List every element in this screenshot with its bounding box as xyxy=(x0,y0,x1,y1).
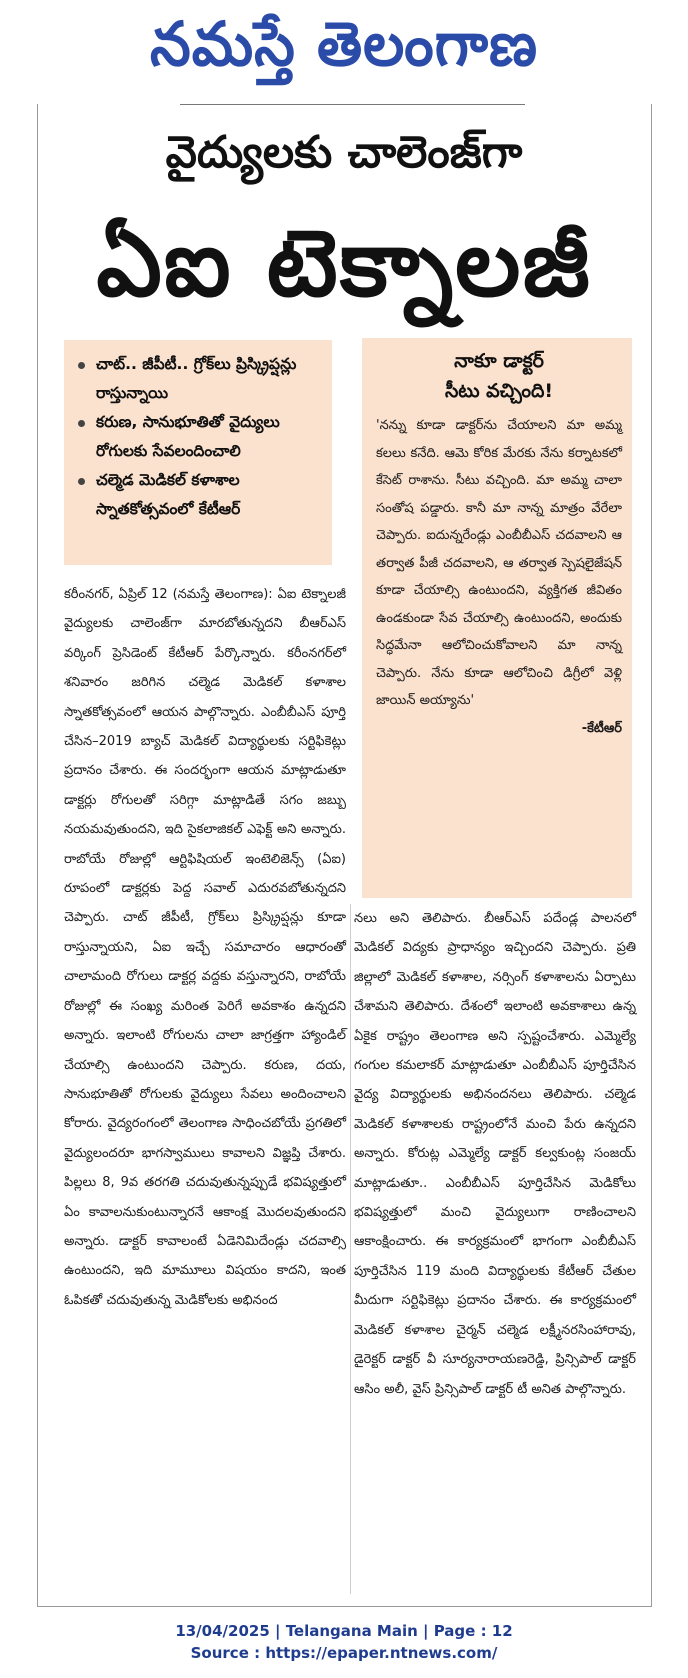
footer xyxy=(0,1620,688,1664)
article-body-right: నలు అని తెలిపారు. బీఆర్‌ఎస్ పదేండ్ల పాలనలో మెడికల్ విద్యకు ప్రాధాన్యం ఇచ్చిందని చెప్పారు. ప్రతి జిల్లాలో మెడికల్ కళాశాల, నర్సింగ్ కళాశాలను ఏర్పాటు చేశామని తెలిపారు. దేశంలో ఇలాంటి అవకాశాలు ఉన్న ఏకైక రాష్ట్రం తెలంగాణ అని స్పష్టంచేశారు. ఎమ్మెల్యే గంగుల కమలాకర్ మాట్లాడుతూ ఎంబీబీఎస్ పూర్తిచేసిన వైద్య విద్యార్థులకు అభినందనలు తెలిపారు. చల్మెడ మెడికల్ కళాశాలకు రాష్ట్రంలోనే మంచి పేరు ఉన్నదని అన్నారు. కోరుట్ల ఎమ్మెల్యే డాక్టర్ కల్వకుంట్ల సంజయ్ మాట్లాడుతూ.. ఎంబీబీఎస్ పూర్తిచేసిన మెడికోలు భవిష్యత్తులో మంచి వైద్యులుగా రాణించాలని ఆకాంక్షించారు. ఈ కార్యక్రమంలో భాగంగా ఎంబీబీఎస్ పూర్తిచేసిన 119 మంది విద్యార్థులకు కేటీఆర్ చేతుల మీదుగా సర్టిఫికెట్లు ప్రదానం చేశారు. ఈ కార్యక్రమంలో మెడికల్ కళాశాల చైర్మన్ చల్మెడ లక్ష్మీనరసింహారావు, డైరెక్టర్ డాక్టర్ వీ సూర్యనారాయణరెడ్డి, ప్రిన్సిపాల్ డాక్టర్ ఆసిం అలీ, వైస్ ప్రిన్సిపాల్ డాక్టర్ టీ అనిత పాల్గొన్నారు. xyxy=(354,911,636,1397)
article-headline: ఏఐ టెక్నాలజీ xyxy=(96,210,592,317)
sidebar-box xyxy=(362,338,632,898)
divider xyxy=(180,104,525,105)
article-kicker: వైద్యులకు చాలెంజ్‌గా xyxy=(165,127,523,178)
highlight-item: చల్మెడ మెడికల్ కళాశాల స్నాతకోత్సవంలో కేటీఆర్ xyxy=(74,466,322,524)
footer-dateline: 13/04/2025 | Telangana Main | Page : 12 xyxy=(175,1622,513,1640)
highlight-item: చాట్.. జీపీటీ.. గ్రోక్‌లు ప్రిస్క్రిప్షన్లు రాస్తున్నాయి xyxy=(74,350,322,408)
masthead xyxy=(0,0,688,92)
bullet-icon xyxy=(78,478,85,485)
sidebar-box-body: 'నన్ను కూడా డాక్టర్‌ను చేయాలని మా అమ్మ కలలు కనేది. ఆమె కోరిక మేరకు నేను కర్నాటకలో కేసెట్ రాశాను. సీటు వచ్చింది. మా అమ్మ చాలా సంతోష పడ్డారు. కానీ మా నాన్న మాత్రం వేరేలా చెప్పారు. ఐదున్నరేండ్లు ఎంబీబీఎస్ చదవాలని ఆ తర్వాత పీజీ చదవాలని, ఆ తర్వాత స్పెషలైజేషన్ కూడా చేయాల్సి ఉంటుందని, వ్యక్తిగత జీవితం ఉండకుండా సేవ చేయాల్సి ఉంటుందని, అందుకు సిద్ధమేనా ఆలోచించుకోవాలని మా నాన్న చెప్పారు. నేను కూడా ఆలోచించి డిగ్రీలో వెళ్లి జాయిన్ అయ్యాను' -కేటీఆర్ xyxy=(376,412,622,742)
footer-source-link[interactable]: Source : https://epaper.ntnews.com/ xyxy=(190,1644,498,1662)
article-body-left: కరీంనగర్, ఏప్రిల్ 12 (నమస్తే తెలంగాణ): ఏఐ టెక్నాలజీ వైద్యులకు చాలెంజ్‌గా మారబోతున్నదని బీఆర్‌ఎస్ వర్కింగ్ ప్రెసిడెంట్ కేటీఆర్ పేర్కొన్నారు. కరీంనగర్‌లో శనివారం జరిగిన చల్మెడ మెడికల్ కళాశాల స్నాతకోత్సవంలో ఆయన పాల్గొన్నారు. ఎంబీబీఎస్ పూర్తి చేసిన–2019 బ్యాచ్ మెడికల్ విద్యార్థులకు సర్టిఫికెట్లు ప్రదానం చేశారు. ఈ సందర్భంగా ఆయన మాట్లాడుతూ డాక్టర్లు రోగులతో సరిగ్గా మాట్లాడితే సగం జబ్బు నయమవుతుందని, ఇది సైకలాజికల్ ఎఫెక్ట్ అని అన్నారు. రాబోయే రోజుల్లో ఆర్టిఫిషియల్ ఇంటెలిజెన్స్ (ఏఐ) రూపంలో డాక్టర్లకు పెద్ద సవాల్ ఎదురవబోతున్నదని చెప్పారు. చాట్ జీపీటీ, గ్రోక్‌లు ప్రిస్క్రిప్షన్లు కూడా రాస్తున్నాయని, ఏఐ ఇచ్చే సమాచారం ఆధారంతో చాలామంది రోగులు డాక్టర్ల వద్దకు వస్తున్నారని, రాబోయే రోజుల్లో ఈ సంఖ్య మరింత పెరిగే అవకాశం ఉన్నదని అన్నారు. ఇలాంటి రోగులను చాలా జాగ్రత్తగా హ్యాండిల్ చేయాల్సి ఉంటుందని చెప్పారు. కరుణ, దయ, సానుభూతితో రోగులకు వైద్యులు సేవలు అందించాలని కోరారు. వైద్యరంగంలో తెలంగాణ సాధించబోయే ప్రగతిలో వైద్యులందరూ భాగస్వాములు కావాలని విజ్ఞప్తి చేశారు. పిల్లలు 8, 9వ తరగతి చదువుతున్నప్పుడే భవిష్యత్తులో ఏం కావాలనుకుంటున్నారనే ఆకాంక్ష మొదలవుతుందని అన్నారు. డాక్టర్ కావాలంటే ఏడెనిమిదేండ్లు చదవాల్సి ఉంటుందని, ఇది మామూలు విషయం కాదని, ఇంత ఓపికతో చదువుతున్న మెడికోలకు అభినంద xyxy=(64,587,346,1308)
bullet-icon xyxy=(78,420,85,427)
highlights-box xyxy=(64,340,332,565)
sidebar-box-title: నాకూ డాక్టర్ సీటు వచ్చింది! xyxy=(444,350,554,402)
newspaper-logo: నమస్తే తెలంగాణ xyxy=(150,8,538,80)
bullet-icon xyxy=(78,362,85,369)
sidebar-box-signature: -కేటీఆర్ xyxy=(581,720,622,736)
highlight-item: కరుణ, సానుభూతితో వైద్యులు రోగులకు సేవలందించాలి xyxy=(74,408,322,466)
highlights-list xyxy=(74,350,322,524)
column-divider xyxy=(350,904,351,1594)
